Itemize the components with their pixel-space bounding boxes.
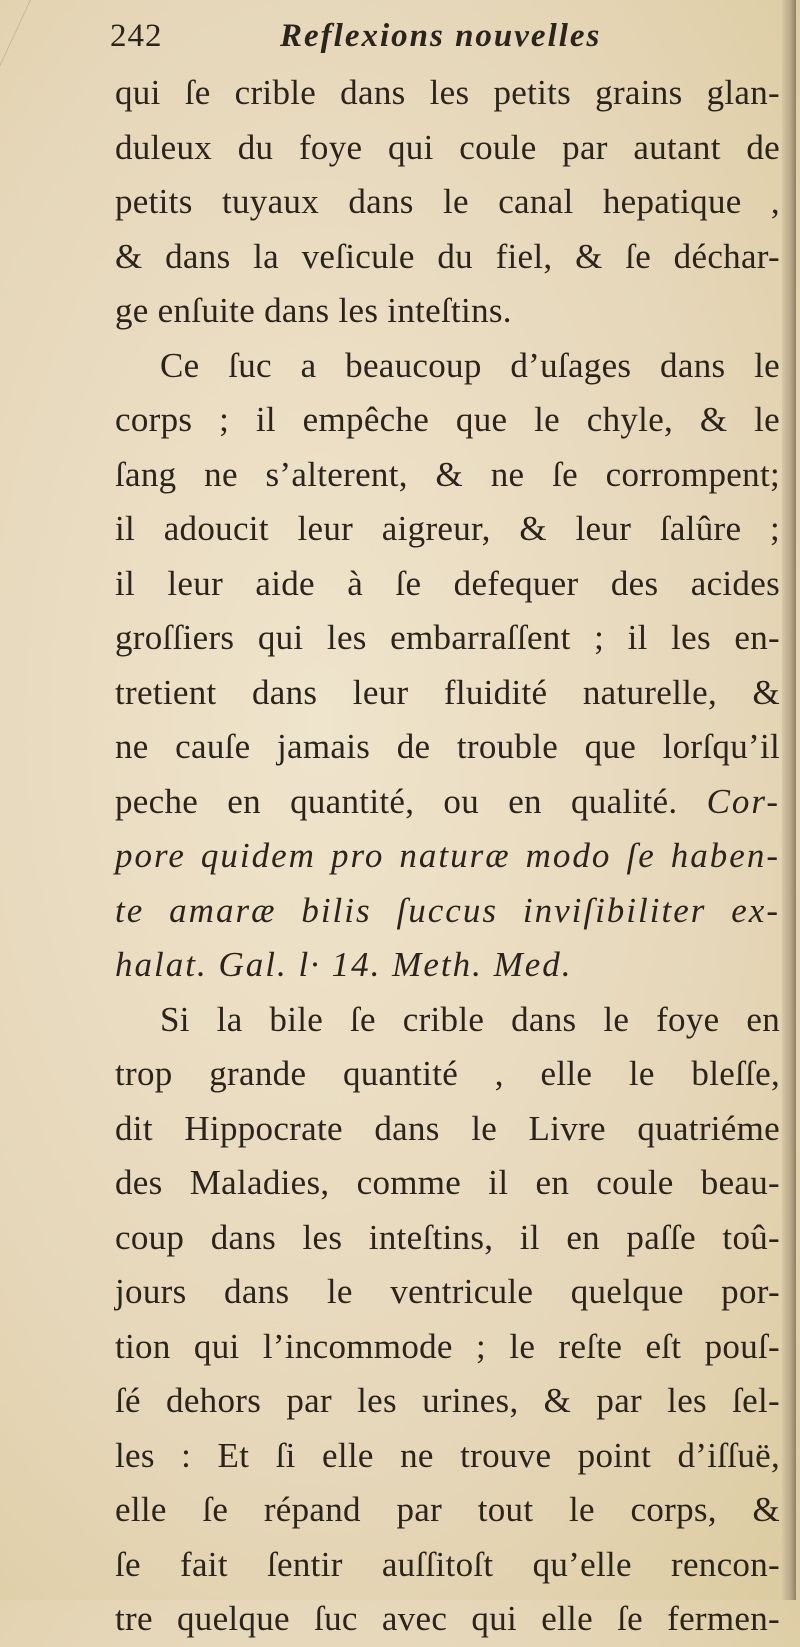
text-line: coup dans les inteſtins, il en paſſe toû- [115, 1217, 780, 1257]
text-line: les : Et ſi elle ne trouve point d’iſſuë, [115, 1435, 780, 1475]
text-line: des Maladies, comme il en coule beau- [115, 1163, 780, 1202]
text-line: ſé dehors par les urines, & par les ſel- [115, 1381, 780, 1420]
paragraph-start-line: Ce ſuc a beaucoup d’uſages dans le [160, 345, 780, 385]
running-title: Reflexions nouvelles [280, 18, 602, 54]
text-line: & dans la veſicule du fiel, & ſe déchar- [115, 236, 780, 276]
text-line: petits tuyaux dans le canal hepatique , [115, 182, 780, 221]
paper-fold [0, 0, 31, 80]
latin-quote-start: Cor- [706, 781, 780, 821]
text-line: ne cauſe jamais de trouble que lorſqu’il [115, 727, 780, 766]
running-head [110, 18, 770, 64]
page-number: 242 [110, 18, 163, 54]
text-line: corps ; il empêche que le chyle, & le [115, 400, 780, 439]
page-edge [782, 0, 796, 1600]
text-line: trop grande quantité , elle le bleſſe, [115, 1054, 780, 1093]
text-line: dit Hippocrate dans le Livre quatriéme [115, 1108, 780, 1148]
text-line: il adoucit leur aigreur, & leur ſalûre ; [115, 509, 780, 548]
text-line: ſang ne s’alterent, & ne ſe corrompent; [115, 454, 780, 494]
text-line: tion qui l’incommode ; le reſte eſt pouſ- [115, 1326, 780, 1366]
citation: halat. Gal. l· 14. Meth. Med. [115, 945, 573, 984]
text-segment: peche en quantité, ou en qualité. [115, 781, 678, 821]
text-line: elle ſe répand par tout le corps, & [115, 1490, 780, 1529]
latin-quote: te amaræ bilis ſuccus inviſibiliter ex- [115, 890, 780, 930]
text-line-mixed [115, 775, 780, 830]
text-line: ſe fait ſentir auſſitoſt qu’elle rencon- [115, 1544, 780, 1584]
text-line: jours dans le ventricule quelque por- [115, 1272, 780, 1311]
text-line: tre quelque ſuc avec qui elle ſe fermen- [115, 1599, 780, 1638]
text-line: tretient dans leur fluidité naturelle, & [115, 672, 780, 712]
latin-quote: pore quidem pro naturæ modo ſe haben- [115, 836, 780, 875]
text-line: groſſiers qui les embarraſſent ; il les en- [115, 618, 780, 657]
paragraph-start-line: Si la bile ſe crible dans le foye en [160, 999, 780, 1039]
latin-quote-line [115, 884, 780, 939]
latin-quote-line [115, 829, 780, 884]
text-line: duleux du foye qui coule par autant de [115, 127, 780, 167]
text-line: qui ſe crible dans les petits grains glan- [115, 73, 780, 112]
body-text [115, 66, 780, 1647]
text-line: il leur aide à ſe defequer des acides [115, 563, 780, 603]
citation-line [115, 938, 780, 993]
text-line: ge enſuite dans les inteſtins. [115, 291, 512, 330]
